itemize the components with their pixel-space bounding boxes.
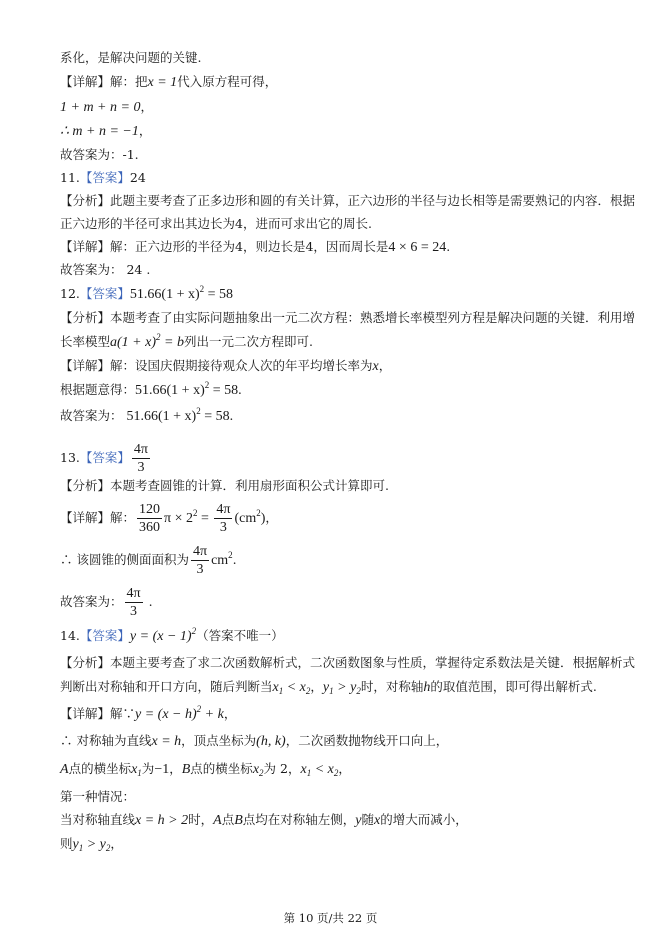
equation-line: ∴ m + n = −1， [60,123,152,139]
analysis-line: 【分析】本题主要考查了求二次函数解析式，二次函数图象与性质，掌握待定系数法是关键．根据解析式 [60,655,636,670]
text-line: ∴ 对称轴为直线x = h，顶点坐标为(h, k)，二次函数抛物线开口向上， [60,733,449,749]
fraction: $\frac{4\pi}{3}$ [133,442,148,475]
fraction: $\frac{4\pi}{3}$ [216,502,231,535]
text-line: A点的横坐标$x_1$为−1，B点的横坐标$x_2$为 2，$x_1 < x_2$， [60,761,351,778]
question-13-answer: 13.【答案】 $\frac{4\pi}{3}$ [60,442,148,475]
analysis-line: 【分析】此题主要考查了正多边形和圆的有关计算，正六边形的半径与边长相等是需要熟记的内容．根据 [60,193,636,208]
answer-line: 故答案为： $51.66(1 + x)^2 = 58$. [60,406,234,424]
text-line: 系化，是解决问题的关键. [60,50,202,65]
text-line: 第一种情况： [60,789,136,804]
answer-tag: 【答案】 [79,286,130,301]
text-line: 当对称轴直线x = h > 2时，A点B点均在对称轴左侧，y随x的增大而减小， [60,812,468,828]
solution-line: 【详解】解∵y = $(x - h)^2 + k$， [60,704,237,722]
answer-tag: 【答案】 [79,628,130,643]
text-line: 则$y_1 > y_2$， [60,836,123,853]
equation-line: 根据题意得：$51.66(1 + x)^2 = 58$. [60,380,242,398]
solution-line: 【详解】解：设国庆假期接待观众人次的年平均增长率为x， [60,358,392,374]
solution-line: 【详解】解：正六边形的半径为4，则边长是4，因而周长是4 × 6 = 24. [60,239,451,255]
analysis-line: 【分析】本题考查了由实际问题抽象出一元二次方程：熟悉增长率模型列方程是解决问题的关键．利用增 [60,310,636,325]
question-12-answer: 12.【答案】$51.66(1 + x)^2 = 58$ [60,284,234,302]
question-11-answer: 11.【答案】24 [60,170,146,185]
answer-tag: 【答案】 [79,170,130,185]
answer-tag: 【答案】 [79,450,130,465]
text-line: 正六边形的半径可求出其边长为4，进而可求出它的周长. [60,216,372,231]
answer-line: 故答案为： $\frac{4\pi}{3}$ . [60,586,153,619]
equation-line: 1 + m + n = 0， [60,99,153,115]
analysis-line: 【分析】本题考查圆锥的计算．利用扇形面积公式计算即可. [60,478,389,493]
fraction: $\frac{120}{360}$ [139,502,161,535]
answer-line: 故答案为： 24 . [60,262,151,277]
text-line: 长率模型$a(1 + x)^2 = b$列出一元二次方程即可. [60,332,313,350]
question-14-answer: 14.【答案】$y = (x - 1)^2$（答案不唯一） [60,626,284,644]
fraction: $\frac{4\pi}{3}$ [192,544,208,577]
fraction: $\frac{4\pi}{3}$ [126,586,141,619]
text-line: 判断出对称轴和开口方向，随后判断当$x_1 < x_2$，$y_1 > y_2$时，对称轴h的取值范围，即可得出解析式. [60,679,597,696]
solution-line: 【详解】解： $\frac{120}{360}$ $\pi \times 2^2$ = $\frac{4\pi}{3}$ $(cm^2)$， [60,502,278,535]
answer-line: 故答案为：-1. [60,147,139,162]
text-line: ∴ 该圆锥的侧面面积为 $\frac{4\pi}{3}$ $cm^2$. [60,544,237,577]
page-number: 第 10 页/共 22 页 [283,911,378,925]
solution-line: 【详解】解：把x = 1代入原方程可得， [60,74,278,90]
